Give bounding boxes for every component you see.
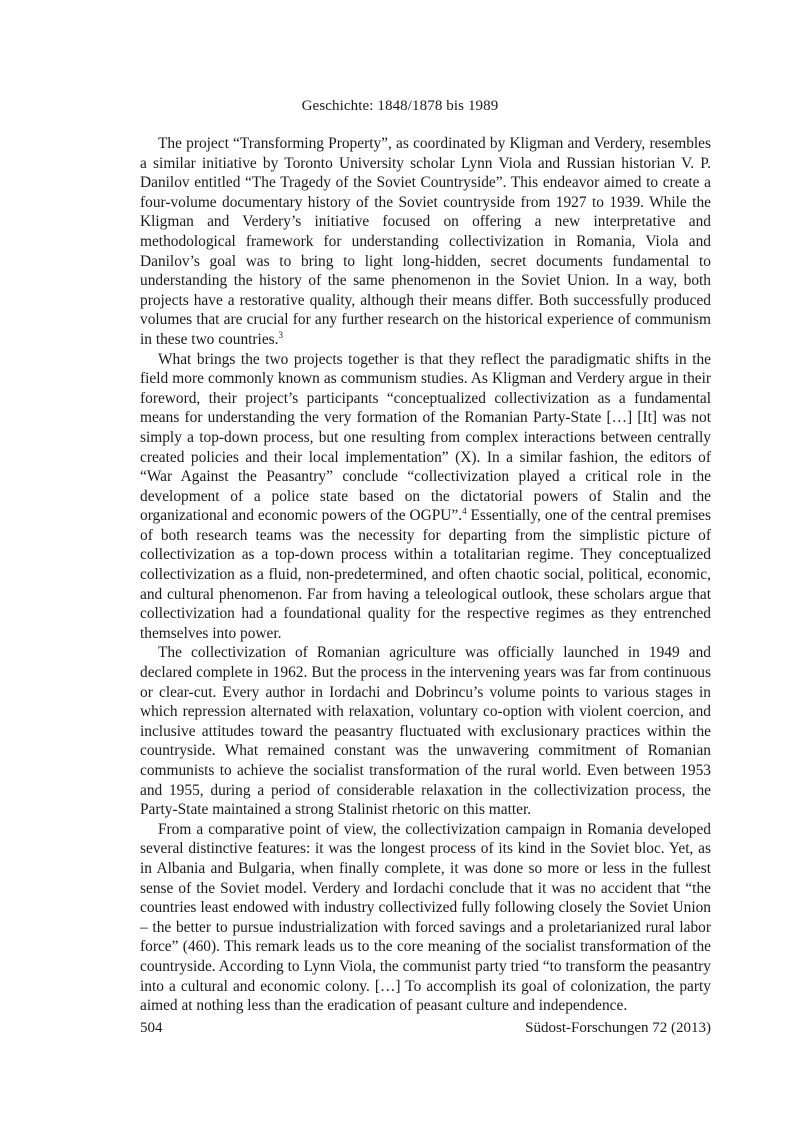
body-text — [140, 134, 711, 1016]
paragraph-1-text: The project “Transforming Property”, as coordinated by Kligman and Verdery, resembles a similar initiative by Toronto University scholar Lynn Viola and Russian historian V. P. Danilov entitled “The Tragedy of the Soviet Countryside”. This endeavor aimed to create a four-volume documentary history of the Soviet countryside from 1927 to 1939. While the Kligman and Verdery’s initiative focused on offering a new interpretative and methodological framework for understanding collectivization in Romania, Viola and Danilov’s goal was to bring to light long-hidden, secret documents fundamental to understanding the history of the same phenomenon in the Soviet Union. In a way, both projects have a restorative quality, although their means differ. Both successfully produced volumes that are crucial for any further research on the historical experience of communism in these two countries. — [140, 135, 711, 348]
paragraph-3-text: The collectivization of Romanian agriculture was officially launched in 1949 and declared complete in 1962. But the process in the intervening years was far from continuous or clear-cut. Every author in Iordachi and Dobrincu’s volume points to various stages in which repression alternated with relaxation, voluntary co-option with violent coercion, and inclusive attitudes toward the peasantry fluctuated with exclusionary practices within the countryside. What remained constant was the unwavering commitment of Romanian communists to achieve the socialist transformation of the rural world. Even between 1953 and 1955, during a period of considerable relaxation in the collectivization process, the Party-State maintained a strong Stalinist rhetoric on this matter. — [140, 644, 711, 819]
paragraph-1 — [140, 134, 711, 350]
paragraph-3 — [140, 643, 711, 819]
page-number: 504 — [140, 1020, 163, 1036]
footnote-marker-3[interactable]: 3 — [278, 329, 283, 340]
paragraph-4 — [140, 820, 711, 1016]
running-head: Geschichte: 1848/1878 bis 1989 — [301, 98, 499, 114]
paragraph-2-text-after: Essentially, one of the central premises of both research teams was the necessity for departing from the simplistic picture of collectivization as a top-down process within a totalitarian regime. They conceptualized collectivization as a fluid, non-predetermined, and often chaotic social, political, economic, and cultural phenomenon. Far from having a teleological outlook, these scholars argue that collectivization had a foundational quality for the respective regimes as they entrenched themselves into power. — [140, 507, 711, 642]
paragraph-2 — [140, 350, 711, 644]
footnote-marker-4[interactable]: 4 — [462, 506, 467, 517]
journal-citation: Südost-Forschungen 72 (2013) — [525, 1020, 711, 1036]
paragraph-4-text: From a comparative point of view, the collectivization campaign in Romania developed several distinctive features: it was the longest process of its kind in the Soviet bloc. Yet, as in Albania and Bulgaria, when finally complete, it was done so more or less in the fullest sense of the Soviet model. Verdery and Iordachi conclude that it was no accident that “the countries least endowed with industry collectivized fully following closely the Soviet Union – the better to pursue industrialization with forced savings and a proletarianized rural labor force” (460). This remark leads us to the core meaning of the socialist transformation of the countryside. According to Lynn Viola, the communist party tried “to transform the peasantry into a cultural and economic colony. […] To accomplish its goal of colonization, the party aimed at nothing less than the eradication of peasant culture and independence. — [140, 820, 711, 1015]
paragraph-2-text-before: What brings the two projects together is that they reflect the paradigmatic shifts in the field more commonly known as communism studies. As Kligman and Verdery argue in their foreword, their project’s participants “conceptualized collectivization as a fundamental means for understanding the very formation of the Romanian Party-State […] [It] was not simply a top-down process, but one resulting from complex interactions between centrally created policies and their local implementation” (X). In a similar fashion, the editors of “War Against the Peasantry” conclude “collectivization played a critical role in the development of a police state based on the dictatorial powers of Stalin and the organizational and economic powers of the OGPU”. — [140, 350, 711, 525]
